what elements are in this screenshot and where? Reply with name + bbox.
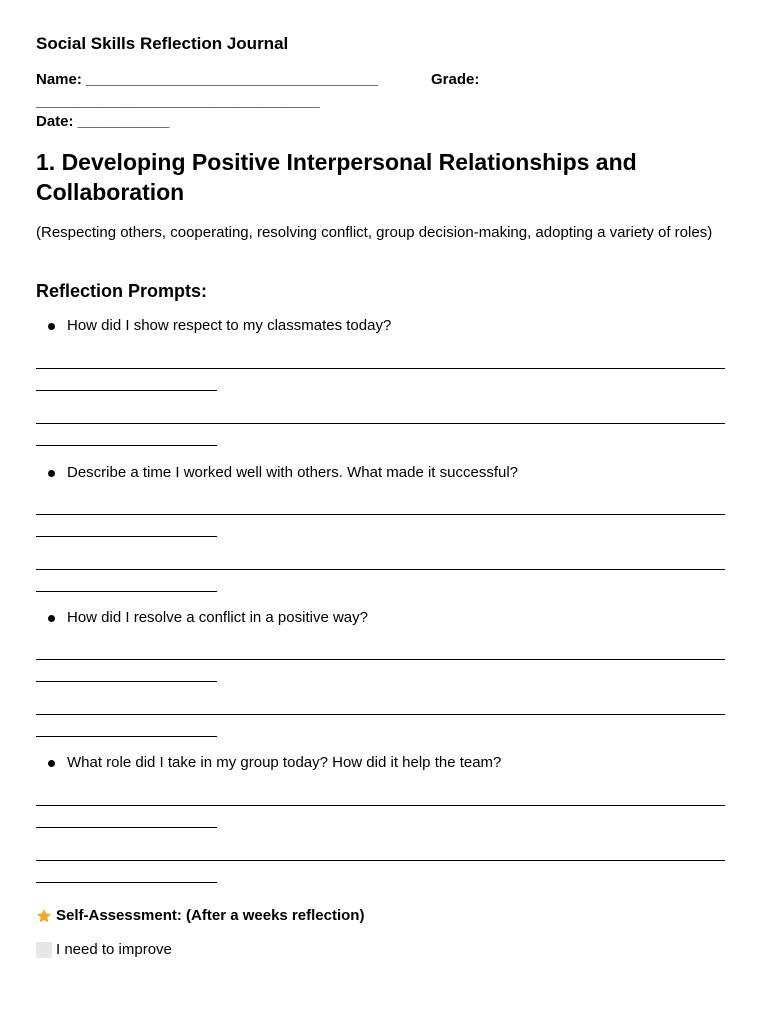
checkbox[interactable] bbox=[36, 942, 52, 958]
section-heading: 1. Developing Positive Interpersonal Relationships and Collaboration bbox=[36, 149, 637, 205]
bullet-icon bbox=[48, 760, 55, 767]
self-assessment-heading bbox=[36, 907, 364, 924]
self-assessment-option[interactable] bbox=[36, 941, 172, 958]
journal-title: Social Skills Reflection Journal bbox=[36, 34, 289, 53]
prompt-item bbox=[36, 753, 726, 773]
bullet-icon bbox=[48, 615, 55, 622]
name-field[interactable]: Name: ___________________________________ bbox=[36, 71, 378, 88]
grade-field[interactable]: __________________________________ bbox=[36, 93, 320, 110]
prompt-text: How did I show respect to my classmates today? bbox=[67, 317, 392, 334]
prompt-text: How did I resolve a conflict in a positive way? bbox=[67, 609, 368, 626]
self-assessment-label: Self-Assessment: (After a weeks reflection) bbox=[56, 907, 365, 924]
star-icon bbox=[36, 908, 52, 924]
prompt-item bbox=[36, 463, 726, 483]
bullet-icon bbox=[48, 470, 55, 477]
option-label: I need to improve bbox=[56, 941, 172, 958]
prompt-text: Describe a time I worked well with others. What made it successful? bbox=[67, 464, 519, 481]
date-field[interactable]: Date: ___________ bbox=[36, 113, 170, 130]
bullet-icon bbox=[48, 323, 55, 330]
grade-label: Grade: bbox=[431, 71, 480, 88]
reflection-prompts-heading: Reflection Prompts: bbox=[36, 281, 208, 301]
prompt-item bbox=[36, 608, 726, 628]
prompt-text: What role did I take in my group today? How did it help the team? bbox=[67, 754, 502, 771]
section-description: (Respecting others, cooperating, resolving conflict, group decision-making, adopting a variety of roles) bbox=[36, 224, 713, 241]
prompt-item bbox=[36, 316, 726, 336]
